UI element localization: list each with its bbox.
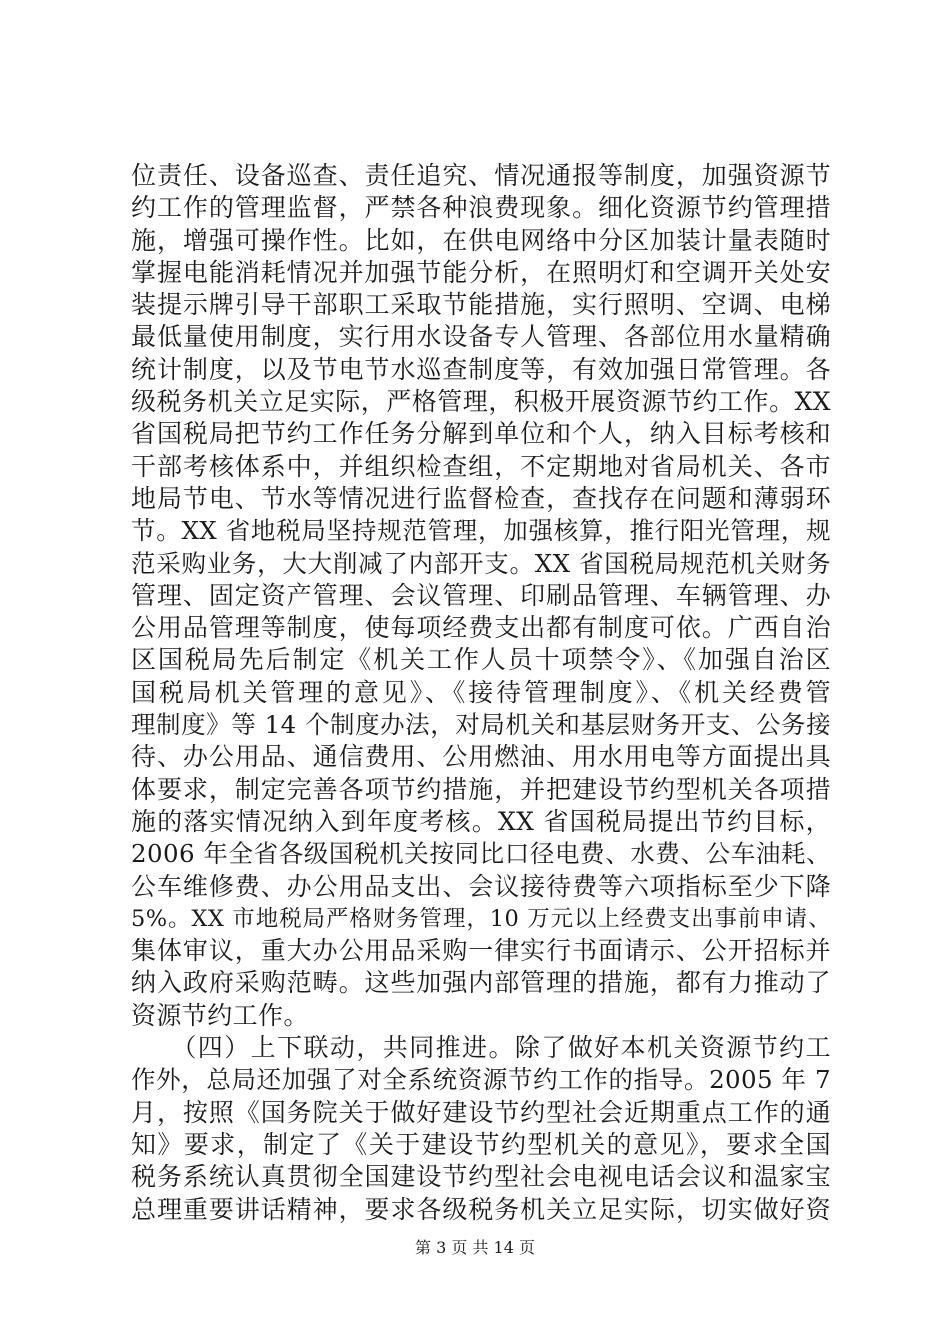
- text-line: 税务系统认真贯彻全国建设节约型社会电视电话会议和温家宝: [131, 1162, 831, 1192]
- text-line: 知》要求，制定了《关于建设节约型机关的意见》，要求全国: [131, 1129, 831, 1159]
- text-line: 公车维修费、办公用品支出、会议接待费等六项指标至少下降: [131, 871, 831, 901]
- text-line: 总理重要讲话精神，要求各级税务机关立足实际，切实做好资: [131, 1194, 831, 1224]
- text-line: 级税务机关立足实际，严格管理，积极开展资源节约工作。XX: [131, 387, 831, 417]
- text-line: 施，增强可操作性。比如，在供电网络中分区加装计量表随时: [131, 225, 831, 255]
- text-line: 待、办公用品、通信费用、公用燃油、用水用电等方面提出具: [131, 742, 831, 772]
- text-line: 省国税局把节约工作任务分解到单位和个人，纳入目标考核和: [131, 419, 831, 449]
- text-line: 掌握电能消耗情况并加强节能分析，在照明灯和空调开关处安: [131, 257, 831, 287]
- text-line: 体要求，制定完善各项节约措施，并把建设节约型机关各项措: [131, 774, 831, 804]
- text-line: 集体审议，重大办公用品采购一律实行书面请示、公开招标并: [131, 936, 831, 966]
- paragraph-end-line: 资源节约工作。: [131, 1000, 309, 1030]
- text-line: 位责任、设备巡查、责任追究、情况通报等制度，加强资源节: [131, 161, 831, 190]
- text-line: 最低量使用制度，实行用水设备专人管理、各部位用水量精确: [131, 322, 831, 352]
- text-line: 5%。XX 市地税局严格财务管理，10 万元以上经费支出事前申请、: [131, 905, 831, 932]
- text-line: 约工作的管理监督，严禁各种浪费现象。细化资源节约管理措: [131, 193, 831, 223]
- text-line: 国税局机关管理的意见》、《接待管理制度》、《机关经费管: [131, 677, 831, 707]
- text-line: 范采购业务，大大削减了内部开支。XX 省国税局规范机关财务: [131, 548, 831, 578]
- text-line: 纳入政府采购范畴。这些加强内部管理的措施，都有力推动了: [131, 968, 831, 998]
- text-line: 管理、固定资产管理、会议管理、印刷品管理、车辆管理、办: [131, 580, 831, 610]
- paragraph-start-line: （四）上下联动，共同推进。除了做好本机关资源节约工: [131, 1033, 831, 1063]
- body-text: [131, 160, 831, 1226]
- page-number-footer: 第 3 页 共 14 页: [415, 1238, 535, 1257]
- text-line: 施的落实情况纳入到年度考核。XX 省国税局提出节约目标，: [131, 806, 831, 836]
- text-line: 作外，总局还加强了对全系统资源节约工作的指导。2005 年 7: [131, 1065, 831, 1095]
- text-line: 统计制度，以及节电节水巡查制度等，有效加强日常管理。各: [131, 354, 831, 384]
- text-line: 节。XX 省地税局坚持规范管理，加强核算，推行阳光管理，规: [131, 516, 831, 546]
- text-line: 月，按照《国务院关于做好建设节约型社会近期重点工作的通: [131, 1097, 831, 1127]
- text-line: 地局节电、节水等情况进行监督检查，查找存在问题和薄弱环: [131, 483, 831, 513]
- text-line: 理制度》等 14 个制度办法，对局机关和基层财务开支、公务接: [131, 710, 831, 740]
- text-line: 公用品管理等制度，使每项经费支出都有制度可依。广西自治: [131, 613, 831, 643]
- text-line: 装提示牌引导干部职工采取节能措施，实行照明、空调、电梯: [131, 290, 831, 320]
- text-line: 区国税局先后制定《机关工作人员十项禁令》、《加强自治区: [131, 645, 831, 675]
- text-line: 2006 年全省各级国税机关按同比口径电费、水费、公车油耗、: [131, 839, 831, 869]
- text-line: 干部考核体系中，并组织检查组，不定期地对省局机关、各市: [131, 451, 831, 481]
